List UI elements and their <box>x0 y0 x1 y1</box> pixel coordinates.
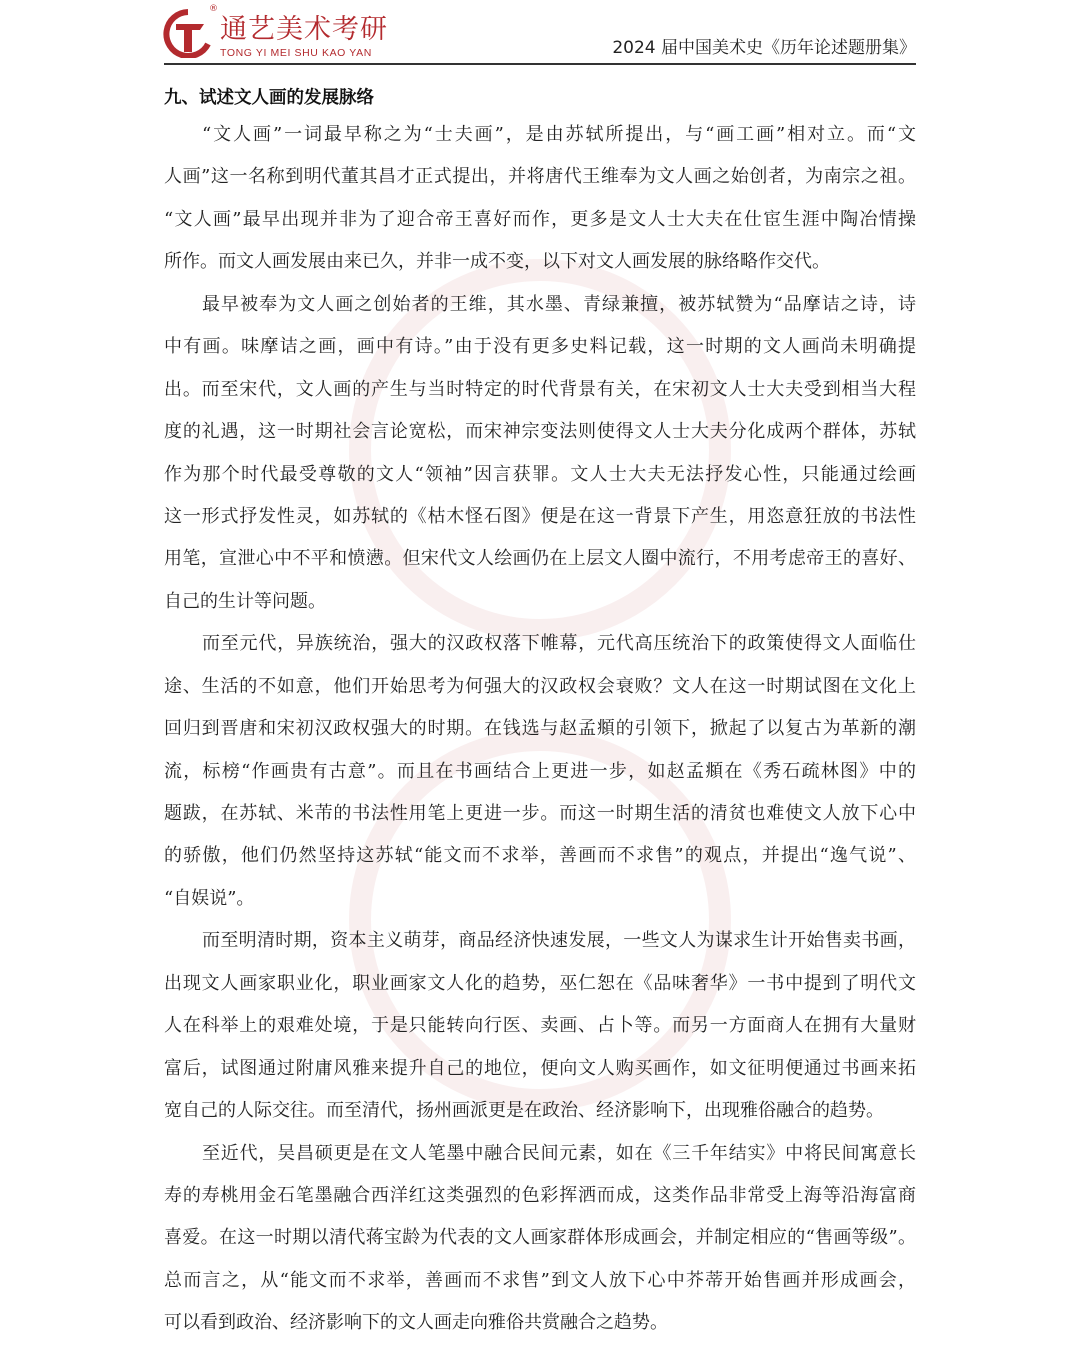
header-divider <box>164 63 916 65</box>
text-line: 自己的生计等问题。 <box>164 590 326 612</box>
text-line: 总而言之，从“能文而不求举，善画而不求售”到文人放下心中芥蒂开始售画并形成画会， <box>164 1269 916 1291</box>
text-line: “自娱说”。 <box>164 887 255 909</box>
text-line: 题跋，在苏轼、米芾的书法性用笔上更进一步。而这一时期生活的清贫也难使文人放下心中 <box>164 803 916 824</box>
text-line: 出。而至宋代，文人画的产生与当时特定的时代背景有关，在宋初文人士大夫受到相当大程 <box>164 378 916 400</box>
paragraph <box>164 284 916 624</box>
text-line: 喜爱。在这一时期以清代蒋宝龄为代表的文人画家群体形成画会，并制定相应的“售画等级”。 <box>164 1227 916 1249</box>
text-line: 度的礼遇，这一时期社会言论宽松，而宋神宗变法则使得文人士大夫分化成两个群体，苏轼 <box>164 421 916 443</box>
essay-body <box>164 114 916 1345</box>
text-line: 的骄傲，他们仍然坚持这苏轼“能文而不求举，善画而不求售”的观点，并提出“逸气说”、 <box>164 845 916 867</box>
text-line: 而至元代，异族统治，强大的汉政权落下帷幕，元代高压统治下的政策使得文人面临仕 <box>202 633 916 655</box>
text-line: 用笔，宣泄心中不平和愤懑。但宋代文人绘画仍在上层文人圈中流行，不用考虑帝王的喜好、 <box>164 548 916 570</box>
text-line: 这一形式抒发性灵，如苏轼的《枯木怪石图》便是在这一背景下产生，用恣意狂放的书法性 <box>164 505 916 527</box>
document-title: 2024 届中国美术史《历年论述题册集》 <box>612 38 916 58</box>
text-line: 至近代，吴昌硕更是在文人笔墨中融合民间元素，如在《三千年结实》中将民间寓意长 <box>202 1142 916 1164</box>
paragraph <box>164 623 916 920</box>
registered-mark: ® <box>209 4 218 14</box>
text-line: 回归到晋唐和宋初汉政权强大的时期。在钱选与赵孟頫的引领下，掀起了以复古为革新的潮 <box>164 718 916 740</box>
text-line: 作为那个时代最受尊敬的文人“领袖”因言获罪。文人士大夫无法抒发心性，只能通过绘画 <box>164 463 916 485</box>
text-line: 最早被奉为文人画之创始者的王维，其水墨、青绿兼擅，被苏轼赞为“品摩诘之诗，诗 <box>202 293 916 315</box>
brand-name-cn: 通艺美术考研 <box>220 14 388 45</box>
text-line: “文人画”最早出现并非为了迎合帝王喜好而作，更多是文人士大夫在仕宦生涯中陶冶情操 <box>164 208 916 230</box>
text-line: 人画”这一名称到明代董其昌才正式提出，并将唐代王维奉为文人画之始创者，为南宗之祖。 <box>164 166 916 188</box>
brand-logo <box>162 4 392 60</box>
brand-name-en: TONG YI MEI SHU KAO YAN <box>220 47 372 59</box>
text-line: 出现文人画家职业化，职业画家文人化的趋势，巫仁恕在《品味奢华》一书中提到了明代文 <box>164 972 916 994</box>
paragraph <box>164 920 916 1132</box>
text-line: 中有画。味摩诘之画，画中有诗。”由于没有更多史料记载，这一时期的文人画尚未明确提 <box>164 336 916 358</box>
text-line: 寿的寿桃用金石笔墨融合西洋红这类强烈的色彩挥洒而成，这类作品非常受上海等沿海富商 <box>164 1184 916 1206</box>
text-line: 人在科举上的艰难处境，于是只能转向行医、卖画、占卜等。而另一方面商人在拥有大量财 <box>164 1015 916 1037</box>
paragraph <box>164 1133 916 1345</box>
logo-mark-icon <box>162 8 214 58</box>
text-line: 富后，试图通过附庸风雅来提升自己的地位，便向文人购买画作，如文征明便通过书画来拓 <box>164 1057 916 1079</box>
text-line: 宽自己的人际交往。而至清代，扬州画派更是在政治、经济影响下，出现雅俗融合的趋势。 <box>164 1100 884 1122</box>
section-heading: 九、试述文人画的发展脉络 <box>164 88 374 108</box>
text-line: 途、生活的不如意，他们开始思考为何强大的汉政权会衰败？文人在这一时期试图在文化上 <box>164 675 916 697</box>
text-line: 而至明清时期，资本主义萌芽，商品经济快速发展，一些文人为谋求生计开始售卖书画， <box>202 930 916 952</box>
text-line: 流，标榜“作画贵有古意”。而且在书画结合上更进一步，如赵孟頫在《秀石疏林图》中的 <box>164 760 916 782</box>
text-line: 可以看到政治、经济影响下的文人画走向雅俗共赏融合之趋势。 <box>164 1312 668 1334</box>
text-line: 所作。而文人画发展由来已久，并非一成不变，以下对文人画发展的脉络略作交代。 <box>164 251 830 273</box>
paragraph <box>164 114 916 284</box>
text-line: “文人画”一词最早称之为“士夫画”，是由苏轼所提出，与“画工画”相对立。而“文 <box>202 124 916 145</box>
